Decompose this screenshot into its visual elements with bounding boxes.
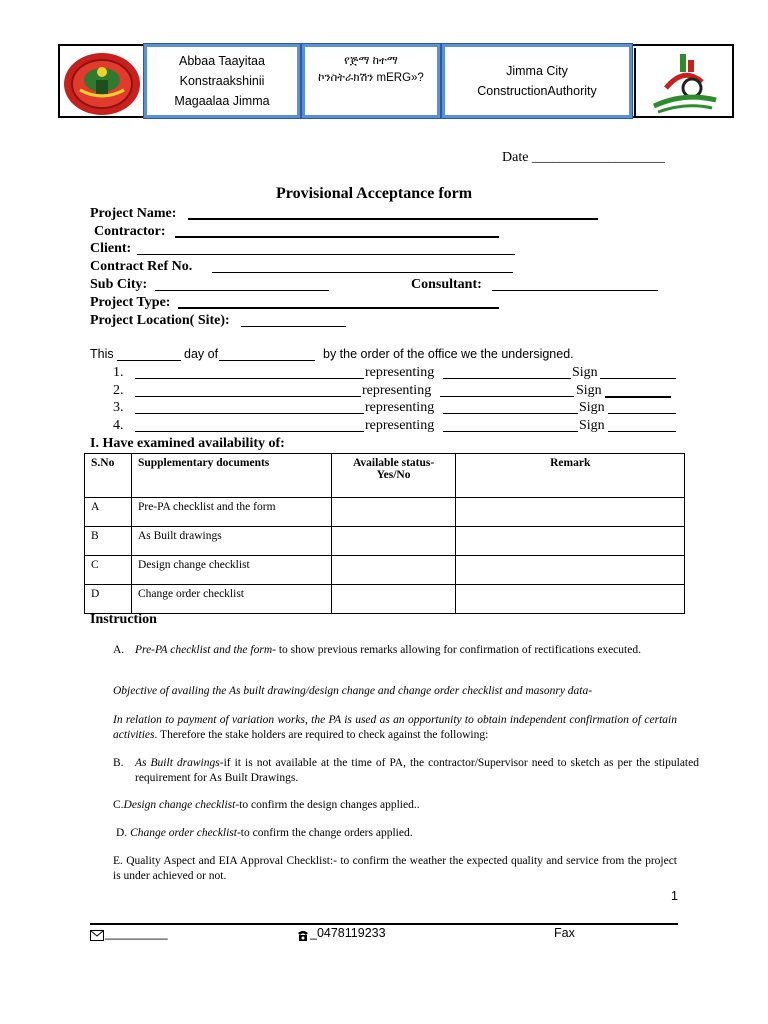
sign-blank[interactable] — [605, 396, 671, 398]
instruction-a-text: to show previous remarks allowing for confirmation of rectifications executed. — [275, 644, 641, 656]
cell-status[interactable] — [331, 556, 456, 585]
date-field[interactable]: Date ___________________ — [502, 150, 665, 165]
table-row — [85, 527, 685, 556]
month-blank[interactable] — [219, 360, 315, 361]
instruction-heading: Instruction — [90, 612, 157, 627]
cell-remark[interactable] — [456, 556, 685, 585]
instruction-b-term: As Built drawings — [135, 757, 220, 769]
column-header-remark: Remark — [456, 454, 685, 498]
instruction-b — [113, 756, 699, 786]
phone-icon — [297, 928, 309, 946]
instruction-d-term: Change order checklist — [130, 827, 237, 839]
sign-blank[interactable] — [600, 378, 676, 379]
cell-document: Design change checklist — [131, 556, 331, 585]
english-line-1: Jimma City — [506, 64, 568, 78]
english-line-2: ConstructionAuthority — [477, 84, 597, 98]
email-blank[interactable]: _________ — [105, 926, 168, 940]
intro-day-of: day of — [184, 347, 219, 361]
instruction-d-label: D. — [116, 827, 128, 839]
instruction-c-term: Design change checklist — [123, 799, 236, 811]
cell-sno: D — [85, 585, 132, 614]
signatory-number: 3. — [113, 400, 124, 415]
letterhead — [58, 44, 734, 118]
project-type-blank[interactable] — [178, 307, 499, 309]
sign-blank[interactable] — [608, 431, 676, 432]
representing-label: representing — [365, 365, 435, 380]
table-row — [85, 498, 685, 527]
sign-label: Sign — [579, 418, 605, 433]
table-row — [85, 556, 685, 585]
sign-label: Sign — [572, 365, 598, 380]
instruction-c-label: C. — [113, 799, 124, 811]
instruction-a-term: Pre-PA checklist and the form- — [135, 644, 276, 656]
contractor-blank[interactable] — [175, 236, 499, 238]
cell-remark[interactable] — [456, 498, 685, 527]
cell-status[interactable] — [331, 498, 456, 527]
instruction-c-text: -to confirm the design changes applied.. — [235, 799, 420, 811]
consultant-blank[interactable] — [492, 290, 658, 291]
instruction-c — [113, 798, 677, 813]
relation-paragraph — [113, 713, 677, 743]
organization-blank[interactable] — [443, 431, 578, 432]
instruction-d-text: -to confirm the change orders applied. — [236, 827, 413, 839]
intro-this: This — [90, 347, 114, 361]
representing-label: representing — [362, 383, 432, 398]
representing-label: representing — [365, 400, 435, 415]
cell-sno: A — [85, 498, 132, 527]
intro-order-text: by the order of the office we the undersigned. — [323, 347, 574, 361]
column-header-status: Available status- Yes/No — [331, 454, 456, 498]
sub-city-label: Sub City: — [90, 277, 148, 292]
fax-label: Fax — [554, 926, 575, 940]
organization-blank[interactable] — [443, 378, 571, 379]
relation-italic-text: In relation to payment of variation works, the PA is used as an opportunity to obtain independent confirmation of certain activities — [113, 714, 677, 741]
cell-document: Pre-PA checklist and the form — [131, 498, 331, 527]
table-header-row — [85, 454, 685, 498]
instruction-b-text: -if it is not available at the time of PA, the contractor/Supervisor need to sketch as per the stipulated requirement for As Built Drawings. — [135, 757, 699, 784]
cell-status[interactable] — [331, 585, 456, 614]
oromo-line-3: Magaalaa Jimma — [174, 94, 270, 108]
page-title: Provisional Acceptance form — [276, 185, 473, 202]
amharic-name-box — [302, 44, 440, 118]
authority-emblem-icon — [62, 50, 142, 116]
project-name-blank[interactable] — [188, 218, 598, 220]
project-location-label: Project Location( Site): — [90, 313, 230, 328]
cell-remark[interactable] — [456, 527, 685, 556]
project-name-label: Project Name: — [90, 206, 177, 221]
instruction-e: E. Quality Aspect and EIA Approval Checklist:- to confirm the weather the expected quality and service from the project is under achieved or not. — [113, 855, 677, 882]
cell-document: Change order checklist — [131, 585, 331, 614]
representing-label: representing — [365, 418, 435, 433]
project-location-blank[interactable] — [241, 326, 346, 327]
footer-divider — [90, 923, 678, 925]
instruction-a — [113, 643, 699, 658]
page-number: 1 — [671, 889, 678, 903]
oromo-line-1: Abbaa Taayitaa — [179, 54, 265, 68]
oromo-line-2: Konstraakshinii — [179, 74, 265, 88]
amharic-line-1: የጅማ ከተማ — [344, 55, 398, 67]
cell-sno: B — [85, 527, 132, 556]
cell-remark[interactable] — [456, 585, 685, 614]
consultant-label: Consultant: — [411, 277, 482, 292]
cell-sno: C — [85, 556, 132, 585]
signatory-number: 2. — [113, 383, 124, 398]
instruction-d — [116, 826, 680, 841]
cell-status[interactable] — [331, 527, 456, 556]
amharic-line-2: ኮንስትራክሽን mERG»? — [318, 72, 424, 84]
organization-blank[interactable] — [440, 396, 574, 397]
sign-label: Sign — [576, 383, 602, 398]
organization-blank[interactable] — [443, 413, 578, 414]
contract-ref-label: Contract Ref No. — [90, 259, 193, 274]
column-header-sno: S.No — [85, 454, 132, 498]
phone-number: _0478119233 — [310, 926, 386, 940]
instruction-a-label: A. — [113, 644, 125, 656]
objective-text: Objective of availing the As built drawing/design change and change order checklist and masonry data- — [113, 685, 593, 697]
sign-label: Sign — [579, 400, 605, 415]
relation-text: . Therefore the stake holders are required to check against the following: — [154, 729, 489, 741]
instruction-b-label: B. — [113, 757, 124, 769]
project-type-label: Project Type: — [90, 295, 171, 310]
signatory-name-blank[interactable] — [135, 413, 364, 414]
signatory-name-blank[interactable] — [135, 378, 364, 379]
signatory-name-blank[interactable] — [135, 431, 364, 432]
client-blank[interactable] — [137, 254, 515, 255]
email-icon — [90, 928, 104, 946]
contract-ref-blank[interactable] — [212, 272, 513, 273]
documents-table — [84, 453, 685, 614]
signatory-number: 4. — [113, 418, 124, 433]
city-logo-icon — [634, 48, 732, 118]
english-name-box — [442, 44, 632, 118]
table-row — [85, 585, 685, 614]
column-header-documents: Supplementary documents — [131, 454, 331, 498]
oromo-name-box — [144, 44, 300, 118]
sub-city-blank[interactable] — [155, 290, 329, 291]
cell-document: As Built drawings — [131, 527, 331, 556]
sign-blank[interactable] — [608, 413, 676, 414]
section-heading: I. Have examined availability of: — [90, 436, 285, 451]
day-blank[interactable] — [117, 360, 181, 361]
signatory-name-blank[interactable] — [135, 396, 361, 397]
signatory-number: 1. — [113, 365, 124, 380]
contractor-label: Contractor: — [94, 224, 166, 239]
client-label: Client: — [90, 241, 132, 256]
